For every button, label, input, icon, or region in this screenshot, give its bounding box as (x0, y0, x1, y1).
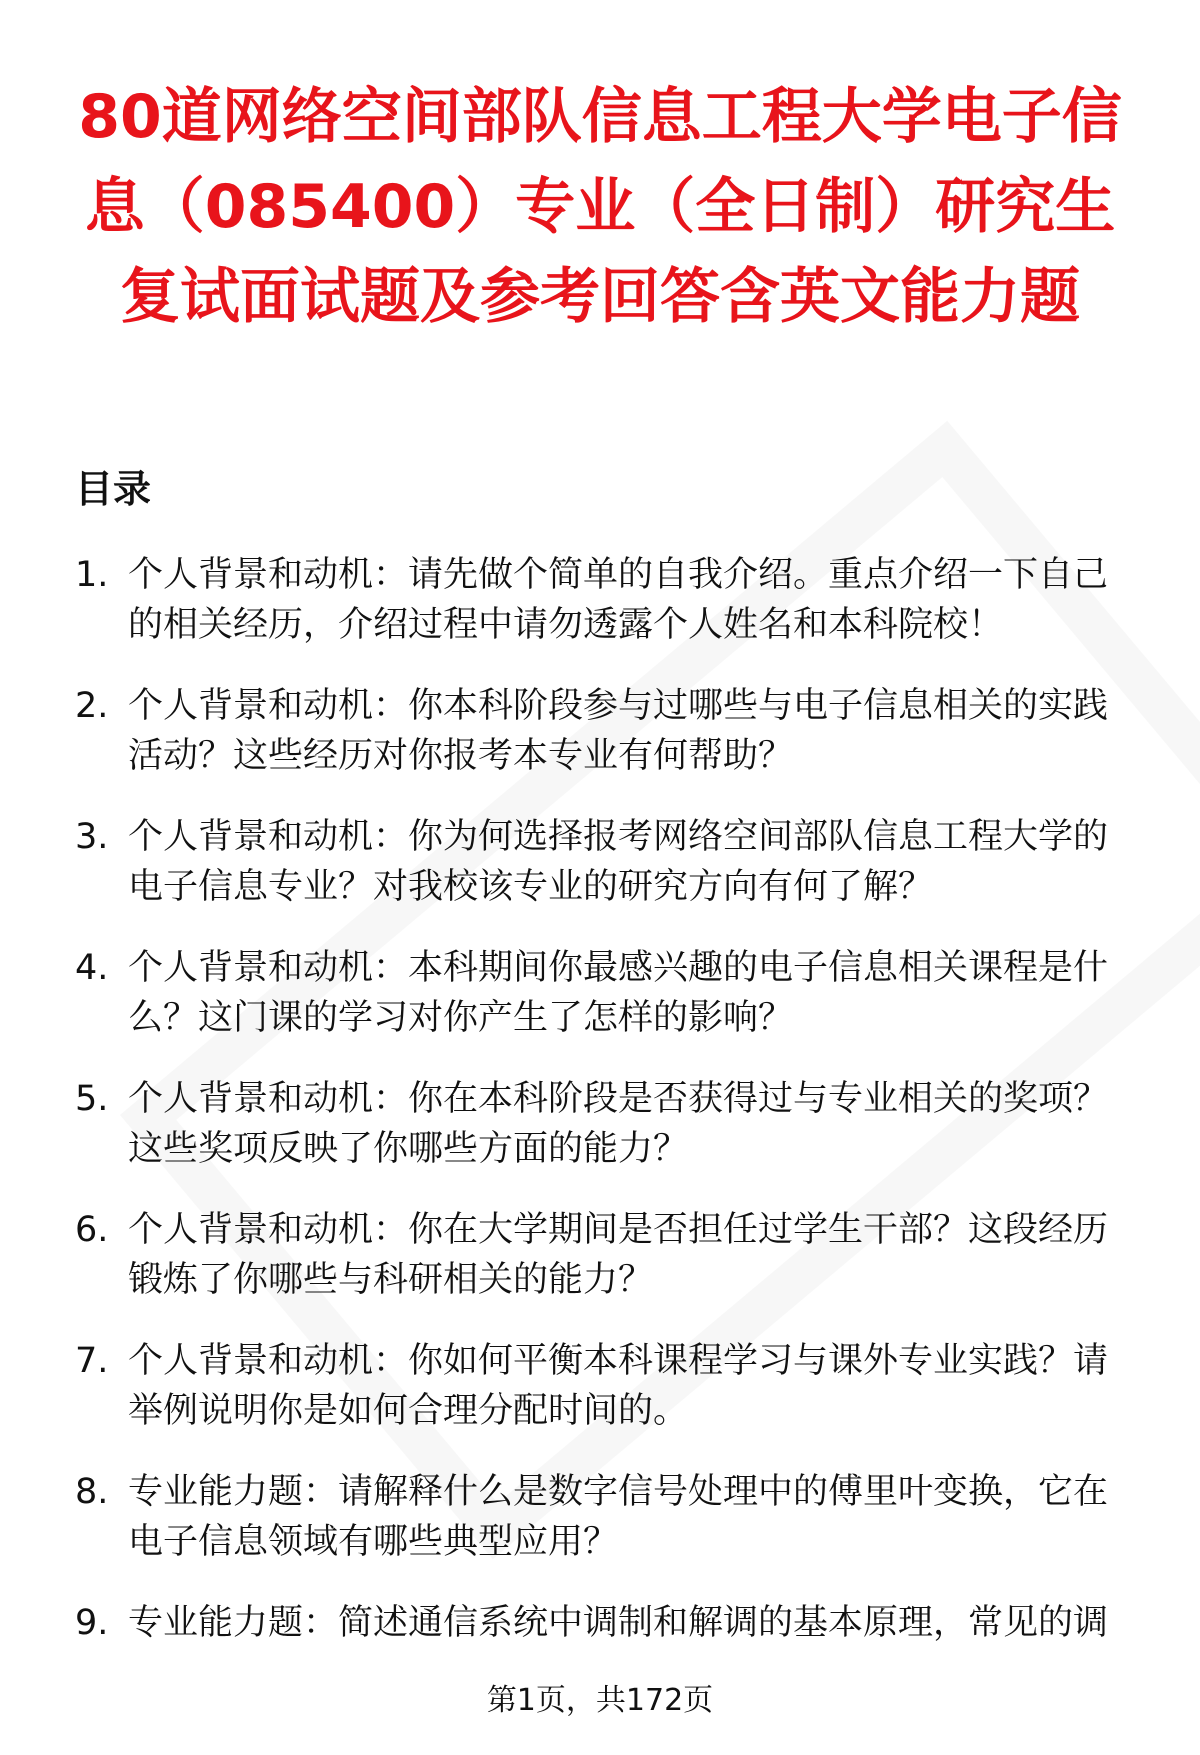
toc-item[interactable] (75, 550, 1135, 650)
toc-list (75, 550, 1135, 1645)
item-number: 3. (75, 817, 109, 857)
toc-item[interactable] (75, 943, 1135, 1043)
toc-item[interactable] (75, 1074, 1135, 1174)
document-title: 80道网络空间部队信息工程大学电子信息（085400）专业（全日制）研究生复试面试题及参考回答含英文能力题 (78, 82, 1122, 332)
item-number: 5. (75, 1079, 109, 1119)
toc-item[interactable] (75, 812, 1135, 912)
item-text: 个人背景和动机：你本科阶段参与过哪些与电子信息相关的实践活动？这些经历对你报考本专业有何帮助？ (128, 686, 1109, 776)
item-text: 个人背景和动机：你为何选择报考网络空间部队信息工程大学的电子信息专业？对我校该专业的研究方向有何了解？ (128, 817, 1109, 907)
item-text: 专业能力题：简述通信系统中调制和解调的基本原理，常见的调 (128, 1603, 1109, 1643)
toc-heading: 目录 (75, 467, 152, 511)
item-number: 9. (75, 1603, 109, 1643)
item-text: 个人背景和动机：请先做个简单的自我介绍。重点介绍一下自己的相关经历，介绍过程中请勿透露个人姓名和本科院校！ (128, 555, 1109, 645)
item-number: 7. (75, 1341, 109, 1381)
item-text: 个人背景和动机：你如何平衡本科课程学习与课外专业实践？请举例说明你是如何合理分配时间的。 (128, 1341, 1109, 1431)
toc-item[interactable] (75, 1598, 1135, 1645)
item-number: 6. (75, 1210, 109, 1250)
item-number: 1. (75, 555, 109, 595)
item-text: 个人背景和动机：本科期间你最感兴趣的电子信息相关课程是什么？这门课的学习对你产生了怎样的影响？ (128, 948, 1109, 1038)
item-text: 专业能力题：请解释什么是数字信号处理中的傅里叶变换，它在电子信息领域有哪些典型应用？ (128, 1472, 1109, 1562)
page-footer: 第1页，共172页 (486, 1683, 714, 1718)
item-number: 2. (75, 686, 109, 726)
toc-item[interactable] (75, 1336, 1135, 1436)
toc-item[interactable] (75, 1205, 1135, 1305)
item-number: 8. (75, 1472, 109, 1512)
item-text: 个人背景和动机：你在大学期间是否担任过学生干部？这段经历锻炼了你哪些与科研相关的能力？ (128, 1210, 1109, 1300)
toc-item[interactable] (75, 681, 1135, 781)
item-text: 个人背景和动机：你在本科阶段是否获得过与专业相关的奖项？这些奖项反映了你哪些方面的能力？ (128, 1079, 1109, 1169)
item-number: 4. (75, 948, 109, 988)
toc-item[interactable] (75, 1467, 1135, 1567)
